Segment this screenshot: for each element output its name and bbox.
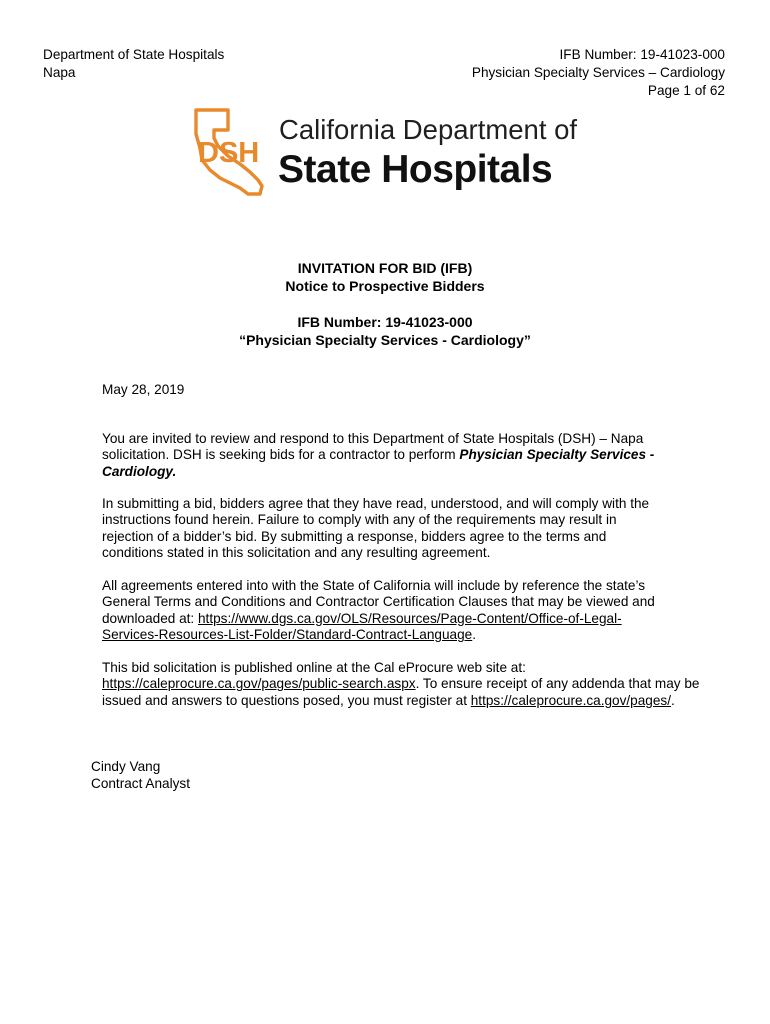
ifb-number-header: IFB Number: 19-41023-000 bbox=[559, 47, 725, 62]
ifb-number-title: IFB Number: 19-41023-000 bbox=[297, 314, 473, 330]
signature-block bbox=[91, 758, 190, 792]
header-left bbox=[43, 46, 224, 82]
department-name: Department of State Hospitals bbox=[43, 47, 225, 62]
letter-date: May 28, 2019 bbox=[102, 382, 185, 397]
dgs-contract-link-continued[interactable]: Services-Resources-List-Folder/Standard-Contract-Language bbox=[102, 627, 473, 643]
doc-subtitle: Notice to Prospective Bidders bbox=[285, 278, 485, 294]
logo-title-line2: State Hospitals bbox=[278, 148, 553, 191]
paragraph-caleprocure: This bid solicitation is published online at the Cal eProcure web site at: https://caleprocure.ca.gov/pages/public-search.aspx. To ensure receipt of any addenda that may be issued and answers to questions posed, you must register at https://caleprocure.ca.gov/pages/. bbox=[102, 660, 700, 708]
caleprocure-register-link[interactable]: https://caleprocure.ca.gov/pages/ bbox=[470, 692, 671, 708]
doc-title: INVITATION FOR BID (IFB) bbox=[297, 260, 473, 276]
service-emphasis: Physician Specialty Services - bbox=[459, 447, 655, 463]
service-title: “Physician Specialty Services - Cardiology” bbox=[239, 332, 531, 348]
signer-title: Contract Analyst bbox=[91, 776, 190, 791]
service-emphasis: Cardiology bbox=[102, 463, 173, 479]
paragraph-agreements: All agreements entered into with the State of California will include by reference the state’s General Terms and Conditions and Contractor Certification Clauses that may be viewed and downloaded at: https://www.dgs.ca.gov/OLS/Resources/Page-Content/Office-of-Legal- Services-Resources-List-Folder/Standard-Contract-Language. bbox=[102, 578, 655, 643]
intro-line: You are invited to review and respond to this Department of State Hospitals (DSH) – Napa bbox=[102, 431, 644, 446]
dgs-contract-link[interactable]: https://www.dgs.ca.gov/OLS/Resources/Page-Content/Office-of-Legal- bbox=[198, 610, 622, 626]
logo-title-line1: California Department of bbox=[279, 114, 578, 145]
intro-line: Cardiology. bbox=[102, 463, 177, 479]
page-number: Page 1 of 62 bbox=[647, 83, 725, 98]
caleprocure-search-link[interactable]: https://caleprocure.ca.gov/pages/public-search.aspx bbox=[102, 676, 416, 692]
logo-mark-text: DSH bbox=[198, 137, 260, 169]
service-name-header: Physician Specialty Services – Cardiology bbox=[471, 65, 725, 80]
location-name: Napa bbox=[43, 65, 76, 80]
header-right bbox=[472, 46, 725, 100]
paragraph-intro bbox=[102, 431, 742, 480]
paragraph-terms: In submitting a bid, bidders agree that they have read, understood, and will comply with the instructions found herein. Failure to comply with any of the requirements may result in rejection of a bidder’s bid. By submitting a response, bidders agree to the terms and conditions stated in this solicitation and any resulting agreement. bbox=[102, 496, 650, 561]
signer-name: Cindy Vang bbox=[91, 759, 161, 774]
intro-line: solicitation. DSH is seeking bids for a contractor to perform Physician Specialty Services - bbox=[102, 447, 655, 463]
